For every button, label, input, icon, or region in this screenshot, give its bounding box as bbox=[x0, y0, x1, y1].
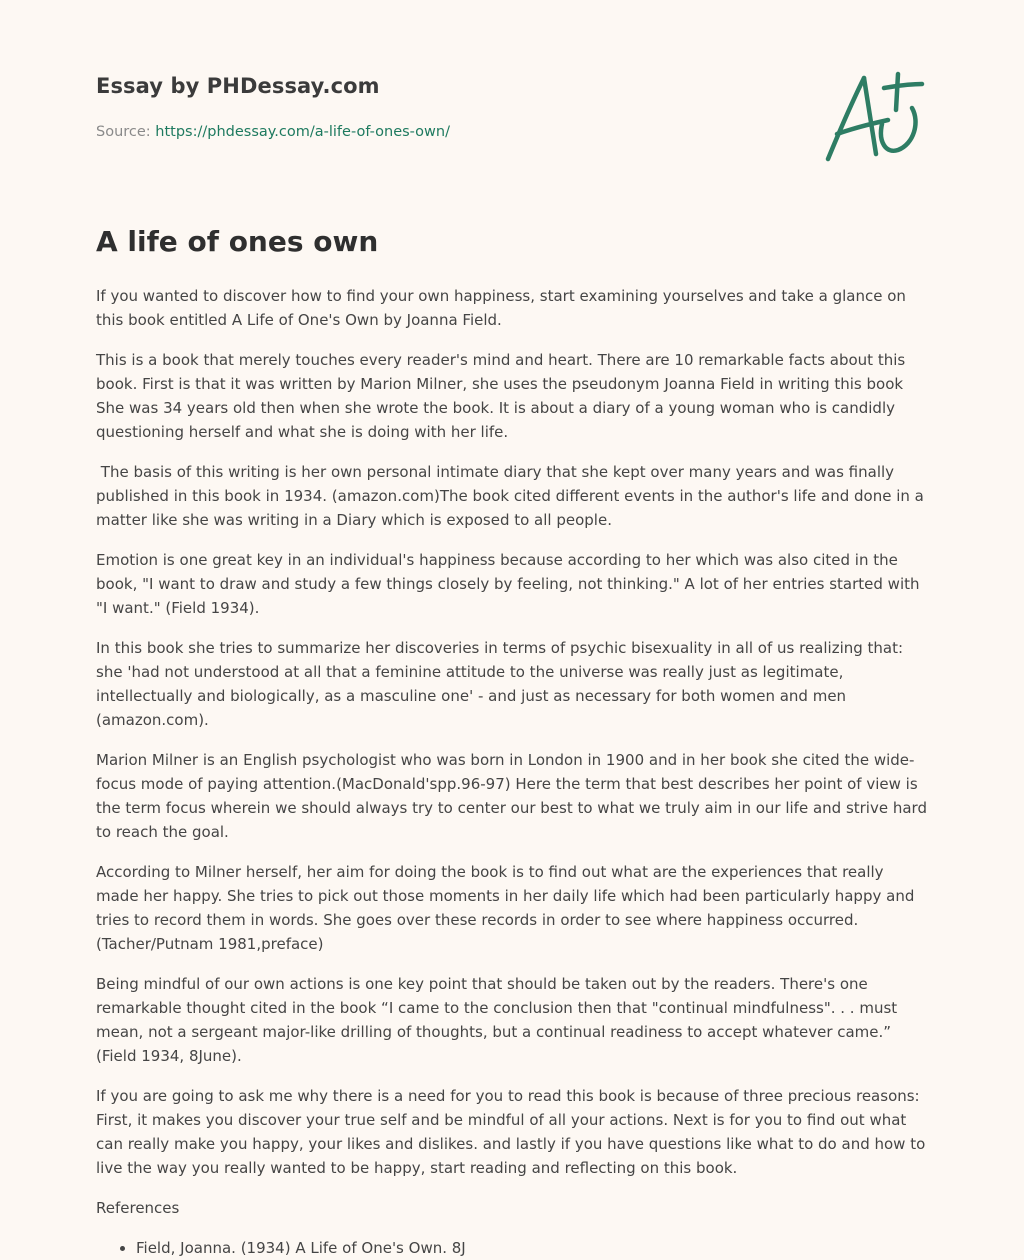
paragraph: In this book she tries to summarize her discoveries in terms of psychic bisexuality in all of us realizing that: she 'had not understood at all that a feminine attitude to the universe was really just as legitimate, intellectually and biologically, as a masculine one' - and just as necessary for both women and men (amazon.com). bbox=[96, 639, 904, 729]
references-list bbox=[96, 1236, 928, 1260]
paragraph: According to Milner herself, her aim for doing the book is to find out what are the experiences that really made her happy. She tries to pick out those moments in her daily life which had been particularly happy and tries to record them in words. She goes over these records in order to see where happiness occurred. (Tacher/Putnam 1981,preface) bbox=[96, 863, 915, 953]
source-link[interactable]: https://phdessay.com/a-life-of-ones-own/ bbox=[155, 124, 450, 140]
header bbox=[96, 74, 928, 140]
essay-body bbox=[96, 284, 928, 1260]
paragraph: This is a book that merely touches every reader's mind and heart. There are 10 remarkable facts about this book. First is that it was written by Marion Milner, she uses the pseudonym Joanna Field in writing this book She was 34 years old then when she wrote the book. It is about a diary of a young woman who is candidly questioning herself and what she is doing with her life. bbox=[96, 351, 906, 441]
brand-title: Essay by PHDessay.com bbox=[96, 74, 380, 98]
a-plus-grade-icon bbox=[824, 68, 928, 164]
page-title: A life of ones own bbox=[96, 225, 379, 258]
source-line bbox=[96, 124, 928, 140]
paragraph: Emotion is one great key in an individual's happiness because according to her which was also cited in the book, "I want to draw and study a few things closely by feeling, not thinking." A lot of her entries started with "I want." (Field 1934). bbox=[96, 551, 920, 617]
paragraph: If you wanted to discover how to find your own happiness, start examining yourselves and take a glance on this book entitled A Life of One's Own by Joanna Field. bbox=[96, 287, 906, 329]
paragraph: Being mindful of our own actions is one key point that should be taken out by the readers. There's one remarkable thought cited in the book “I came to the conclusion then that "continual mindfulness". . . must mean, not a sergeant major-like drilling of thoughts, but a continual readiness to accept whatever came.” (Field 1934, 8June). bbox=[96, 975, 898, 1065]
reference-item: • Field, Joanna. (1934) A Life of One's Own. 8J bbox=[136, 1236, 928, 1260]
paragraph: If you are going to ask me why there is a need for you to read this book is because of three precious reasons: First, it makes you discover your true self and be mindful of all your actions. Next is for you to find out what can really make you happy, your likes and dislikes. and lastly if you have questions like what to do and how to live the way you really wanted to be happy, start reading and reflecting on this book. bbox=[96, 1087, 926, 1177]
references-heading: References bbox=[96, 1199, 180, 1217]
paragraph: Marion Milner is an English psychologist who was born in London in 1900 and in her book she cited the wide-focus mode of paying attention.(MacDonald'spp.96-97) Here the term that best describes her point of view is the term focus wherein we should always try to center our best to what we truly aim in our life and strive hard to reach the goal. bbox=[96, 751, 927, 841]
paragraph: The basis of this writing is her own personal intimate diary that she kept over many years and was finally published in this book in 1934. (amazon.com)The book cited different events in the author's life and done in a matter like she was writing in a Diary which is exposed to all people. bbox=[96, 463, 929, 529]
source-label: Source: bbox=[96, 124, 151, 140]
